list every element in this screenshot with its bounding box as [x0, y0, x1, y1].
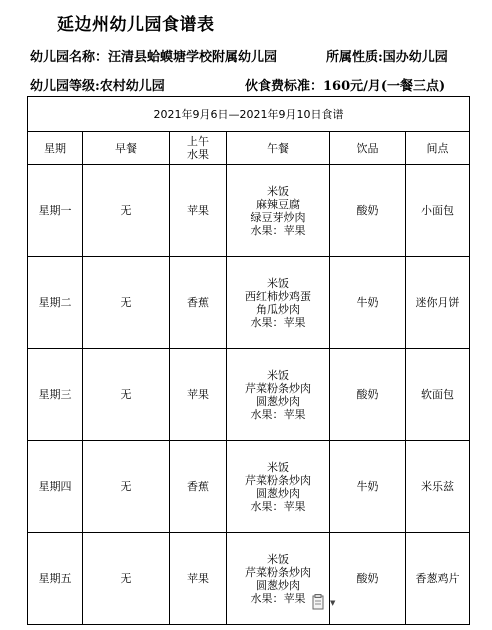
breakfast-cell: 无 — [83, 441, 170, 533]
header-day: 星期 — [28, 132, 83, 165]
menu-table — [27, 96, 470, 625]
day-cell: 星期一 — [28, 165, 83, 257]
lunch-item: 水果：苹果 — [250, 591, 306, 605]
page-title: 延边州幼儿园食谱表 — [57, 15, 215, 35]
drink-cell: 牛奶 — [330, 257, 406, 349]
lunch-item: 米饭 — [267, 552, 289, 566]
fruit-cell: 香蕉 — [170, 257, 227, 349]
day-cell: 星期二 — [28, 257, 83, 349]
snack-cell: 香葱鸡片 — [406, 533, 470, 625]
drink-cell: 牛奶 — [330, 441, 406, 533]
table-row — [28, 533, 470, 625]
lunch-cell — [227, 165, 330, 257]
table-row — [28, 349, 470, 441]
snack-cell: 迷你月饼 — [406, 257, 470, 349]
lunch-item: 芹菜粉条炒肉 — [245, 473, 311, 487]
day-cell: 星期五 — [28, 533, 83, 625]
snack-cell: 软面包 — [406, 349, 470, 441]
header-fruit-line1: 上午 — [187, 135, 209, 148]
table-row — [28, 257, 470, 349]
table-caption: 2021年9月6日—2021年9月10日食谱 — [28, 97, 470, 132]
lunch-item: 麻辣豆腐 — [256, 197, 300, 211]
lunch-item: 绿豆芽炒肉 — [250, 210, 306, 224]
table-row — [28, 441, 470, 533]
header-drink: 饮品 — [330, 132, 406, 165]
table-header-row — [28, 132, 470, 165]
table-row — [28, 165, 470, 257]
header-breakfast: 早餐 — [83, 132, 170, 165]
kindergarten-name: 幼儿园名称：汪清县蛤蟆塘学校附属幼儿园 — [30, 50, 278, 65]
breakfast-cell: 无 — [83, 165, 170, 257]
paste-options-icon[interactable] — [311, 594, 325, 610]
lunch-item: 圆葱炒肉 — [256, 394, 300, 408]
kindergarten-grade: 幼儿园等级:农村幼儿园 — [30, 79, 165, 94]
drink-cell: 酸奶 — [330, 165, 406, 257]
fruit-cell: 香蕉 — [170, 441, 227, 533]
lunch-cell — [227, 533, 330, 625]
lunch-item: 西红柿炒鸡蛋 — [245, 289, 311, 303]
lunch-item: 米饭 — [267, 184, 289, 198]
header-fruit — [170, 132, 227, 165]
day-cell: 星期三 — [28, 349, 83, 441]
drink-cell: 酸奶 — [330, 349, 406, 441]
lunch-item: 圆葱炒肉 — [256, 578, 300, 592]
lunch-item: 芹菜粉条炒肉 — [245, 381, 311, 395]
lunch-item: 水果：苹果 — [250, 499, 306, 513]
drink-cell: 酸奶 — [330, 533, 406, 625]
meal-fee-standard: 伙食费标准：160元/月(一餐三点) — [245, 79, 446, 94]
table-caption-row — [28, 97, 470, 132]
breakfast-cell: 无 — [83, 533, 170, 625]
lunch-item: 芹菜粉条炒肉 — [245, 565, 311, 579]
breakfast-cell: 无 — [83, 349, 170, 441]
lunch-item: 水果：苹果 — [250, 315, 306, 329]
snack-cell: 小面包 — [406, 165, 470, 257]
lunch-item: 米饭 — [267, 460, 289, 474]
kindergarten-nature: 所属性质:国办幼儿园 — [326, 50, 448, 65]
lunch-cell — [227, 349, 330, 441]
lunch-item: 水果：苹果 — [250, 407, 306, 421]
header-fruit-line2: 水果 — [187, 148, 209, 161]
lunch-item: 米饭 — [267, 368, 289, 382]
fruit-cell: 苹果 — [170, 165, 227, 257]
lunch-cell — [227, 257, 330, 349]
lunch-item: 米饭 — [267, 276, 289, 290]
header-lunch: 午餐 — [227, 132, 330, 165]
lunch-cell — [227, 441, 330, 533]
fruit-cell: 苹果 — [170, 533, 227, 625]
day-cell: 星期四 — [28, 441, 83, 533]
lunch-item: 角瓜炒肉 — [256, 302, 300, 316]
chevron-down-icon[interactable]: ▼ — [330, 599, 336, 607]
lunch-item: 圆葱炒肉 — [256, 486, 300, 500]
breakfast-cell: 无 — [83, 257, 170, 349]
header-snack: 间点 — [406, 132, 470, 165]
lunch-item: 水果：苹果 — [250, 223, 306, 237]
fruit-cell: 苹果 — [170, 349, 227, 441]
snack-cell: 米乐兹 — [406, 441, 470, 533]
